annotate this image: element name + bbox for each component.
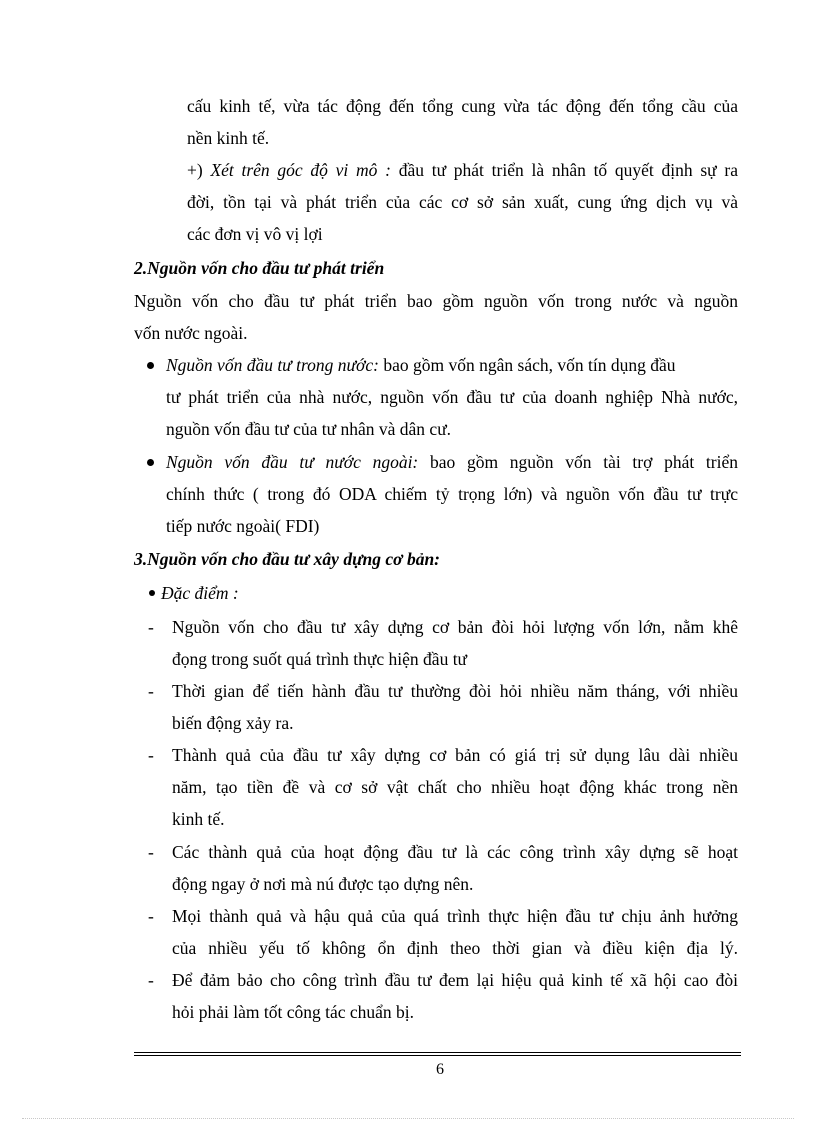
paragraph-line: nguồn vốn đầu tư của tư nhân và dân cư.: [166, 419, 452, 439]
paragraph-line: vốn nước ngoài.: [134, 323, 248, 343]
bullet-icon: [147, 459, 154, 466]
paragraph-line: nền kinh tế.: [187, 128, 270, 148]
paragraph-line: tiếp nước ngoài( FDI): [166, 516, 320, 536]
paragraph-line: đời, tồn tại và phát triển của các cơ sở sản xuất, cung ứng dịch vụ và: [187, 192, 738, 212]
features-label: Đặc điểm :: [161, 583, 239, 603]
dash-marker: -: [148, 970, 154, 990]
micro-prefix: +): [187, 160, 211, 180]
dash-marker: -: [148, 617, 154, 637]
dash-marker: -: [148, 842, 154, 862]
paragraph-line: Nguồn vốn cho đầu tư phát triển bao gồm nguồn vốn trong nước và nguồn: [134, 291, 738, 311]
micro-label: Xét trên góc độ vi mô :: [210, 160, 391, 180]
list-item-line: động ngay ở nơi mà nú được tạo dựng nên.: [172, 874, 474, 894]
list-item-line: hỏi phải làm tốt công tác chuẩn bị.: [172, 1002, 415, 1022]
paragraph-line: chính thức ( trong đó ODA chiếm tỷ trọng lớn) và nguồn vốn đầu tư trực: [166, 484, 738, 504]
section-heading: 2.Nguồn vốn cho đầu tư phát triển: [134, 258, 385, 278]
micro-perspective-line: [187, 154, 738, 186]
dash-marker: -: [148, 745, 154, 765]
bullet-label: Nguồn vốn đầu tư trong nước:: [166, 355, 379, 375]
page-number: 6: [436, 1061, 444, 1078]
page-edge: [22, 1118, 794, 1119]
list-item-line: kinh tế.: [172, 809, 225, 829]
list-item-line: biến động xảy ra.: [172, 713, 294, 733]
bullet-icon: [149, 590, 155, 596]
footer-rule: [134, 1055, 741, 1056]
list-item-line: đọng trong suốt quá trình thực hiện đầu tư: [172, 649, 468, 669]
micro-text: đầu tư phát triển là nhân tố quyết định sự ra: [398, 160, 738, 180]
dash-marker: -: [148, 906, 154, 926]
bullet-item-foreign: [166, 446, 738, 478]
list-item-line: Nguồn vốn cho đầu tư xây dựng cơ bản đòi hỏi lượng vốn lớn, nằm khê: [172, 617, 738, 637]
list-item-line: Để đảm bảo cho công trình đầu tư đem lại hiệu quả kinh tế xã hội cao đòi: [172, 970, 738, 990]
bullet-item-domestic: [166, 349, 675, 381]
paragraph-line: cấu kinh tế, vừa tác động đến tổng cung vừa tác động đến tổng cầu của: [187, 96, 738, 116]
list-item-line: Thành quả của đầu tư xây dựng cơ bản có giá trị sử dụng lâu dài nhiều: [172, 745, 738, 765]
section-heading: 3.Nguồn vốn cho đầu tư xây dựng cơ bản:: [134, 549, 441, 569]
list-item-line: Thời gian để tiến hành đầu tư thường đòi hỏi nhiều năm tháng, với nhiều: [172, 681, 738, 701]
dash-marker: -: [148, 681, 154, 701]
bullet-text: bao gồm nguồn vốn tài trợ phát triển: [418, 452, 738, 472]
bullet-text: bao gồm vốn ngân sách, vốn tín dụng đầu: [378, 355, 676, 375]
list-item-line: của nhiều yếu tố không ổn định theo thời gian và điều kiện địa lý.: [172, 938, 738, 958]
paragraph-line: các đơn vị vô vị lợi: [187, 224, 323, 244]
paragraph-line: tư phát triển của nhà nước, nguồn vốn đầu tư của doanh nghiệp Nhà nước,: [166, 387, 738, 407]
list-item-line: năm, tạo tiền đề và cơ sở vật chất cho nhiều hoạt động khác trong nền: [172, 777, 738, 797]
list-item-line: Mọi thành quả và hậu quả của quá trình thực hiện đầu tư chịu ảnh hưởng: [172, 906, 738, 926]
list-item-line: Các thành quả của hoạt động đầu tư là các công trình xây dựng sẽ hoạt: [172, 842, 738, 862]
bullet-icon: [147, 362, 154, 369]
bullet-label: Nguồn vốn đầu tư nước ngoài:: [166, 452, 419, 472]
footer-rule: [134, 1052, 741, 1053]
